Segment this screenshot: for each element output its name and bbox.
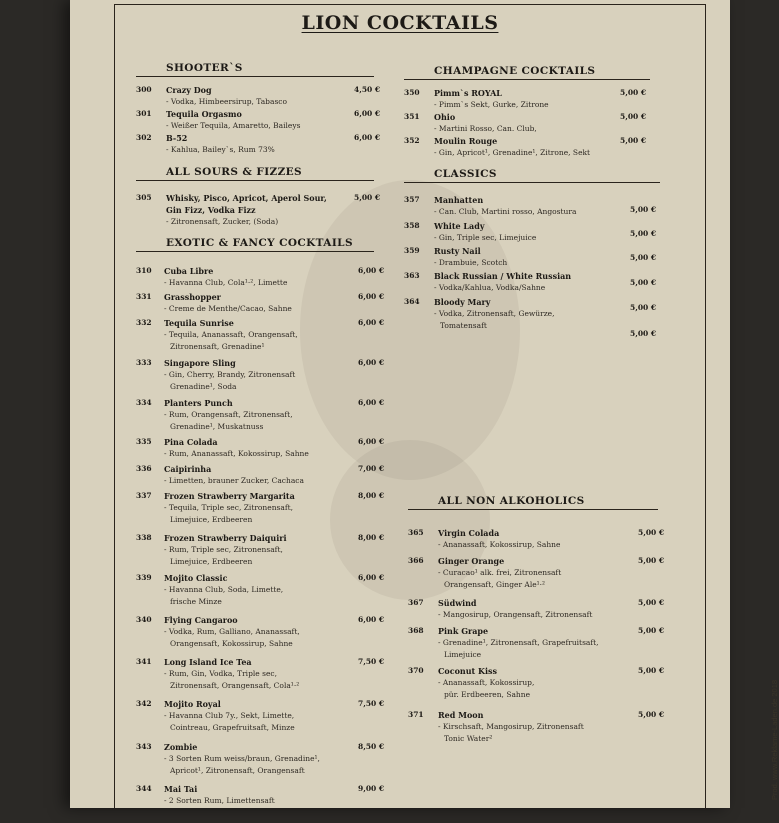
- item-description: Limejuice: [444, 650, 482, 659]
- item-number: 358: [404, 221, 420, 230]
- item-description: - Rum, Gin, Vodka, Triple sec,: [164, 669, 277, 678]
- menu-item: [136, 572, 385, 612]
- menu-item: [136, 192, 381, 232]
- item-number: 350: [404, 88, 420, 97]
- menu-item: [136, 397, 385, 437]
- item-name: Pina Colada: [164, 437, 218, 447]
- item-price: 4,50 €: [354, 85, 381, 94]
- item-price: 5,00 €: [638, 598, 665, 607]
- item-number: 333: [136, 358, 152, 367]
- item-description: Zitronensaft, Grenadine¹: [170, 342, 265, 351]
- item-description: - Rum, Triple sec, Zitronensaft,: [164, 545, 283, 554]
- item-description: Grenadine¹, Muskatnuss: [170, 422, 264, 431]
- item-name: Caipirinha: [164, 464, 212, 474]
- extra-price: 5,00 €: [630, 329, 657, 338]
- item-name: White Lady: [434, 221, 485, 231]
- item-description: - Vodka, Zitronensaft, Gewürze,: [434, 309, 555, 318]
- item-description: Tonic Water²: [444, 734, 493, 743]
- section-title-sours: [136, 166, 374, 181]
- menu-card: [70, 0, 779, 808]
- item-price: 6,00 €: [358, 358, 385, 367]
- item-price: 5,00 €: [638, 710, 665, 719]
- item-number: 359: [404, 246, 420, 255]
- menu-item: [136, 317, 385, 357]
- item-price: 5,00 €: [620, 88, 647, 97]
- section-title-text: ALL SOURS & FIZZES: [166, 166, 303, 178]
- item-price: 5,00 €: [630, 253, 657, 262]
- section-title-text: SHOOTER`S: [166, 62, 243, 74]
- menu-item: [136, 614, 385, 654]
- item-number: 343: [136, 742, 152, 751]
- item-description: - Zitronensaft, Zucker, (Soda): [166, 217, 279, 226]
- item-name: Frozen Strawberry Margarita: [164, 491, 295, 501]
- printer-credit: Prod. www.Reklame-Laden.de 2018: [770, 679, 779, 800]
- section-title-nonalc: [408, 495, 658, 510]
- item-price: 5,00 €: [630, 278, 657, 287]
- item-name: Mojito Classic: [164, 573, 228, 583]
- item-name: Ohio: [434, 112, 456, 122]
- item-name: Tequila Orgasmo: [166, 109, 242, 119]
- item-description: frische Minze: [170, 597, 222, 606]
- item-description: - Gin, Apricot¹, Grenadine¹, Zitrone, Sekt: [434, 148, 591, 157]
- item-description: Apricot¹, Zitronensaft, Orangensaft: [170, 766, 305, 775]
- item-description: - Rum, Orangensaft, Zitronensaft,: [164, 410, 293, 419]
- item-number: 364: [404, 297, 420, 306]
- item-name: Zombie: [164, 742, 198, 752]
- section-title-classics: [404, 168, 660, 183]
- item-name: Coconut Kiss: [438, 666, 498, 676]
- item-name: Crazy Dog: [166, 85, 212, 95]
- item-description: - Kahlua, Bailey`s, Rum 73%: [166, 145, 275, 154]
- item-number: 344: [136, 784, 152, 793]
- item-name: Rusty Nail: [434, 246, 481, 256]
- item-description: - Havanna Club 7y., Sekt, Limette,: [164, 711, 295, 720]
- item-name: Long Island Ice Tea: [164, 657, 252, 667]
- item-price: 5,00 €: [354, 193, 381, 202]
- item-number: 305: [136, 193, 152, 202]
- item-number: 370: [408, 666, 424, 675]
- item-description: Zitronensaft, Orangensaft, Cola¹·²: [170, 681, 300, 690]
- item-description: Cointreau, Grapefruitsaft, Minze: [170, 723, 295, 732]
- item-description: - 3 Sorten Rum weiss/braun, Grenadine¹,: [164, 754, 320, 763]
- item-price: 8,00 €: [358, 533, 385, 542]
- item-name: Singapore Sling: [164, 358, 236, 368]
- item-price: 5,00 €: [638, 626, 665, 635]
- item-name: Südwind: [438, 598, 477, 608]
- item-price: 6,00 €: [358, 318, 385, 327]
- item-price: 6,00 €: [358, 292, 385, 301]
- menu-title: LION COCKTAILS: [301, 12, 499, 34]
- menu-item: [404, 296, 660, 336]
- item-price: 5,00 €: [638, 666, 665, 675]
- item-name: Bloody Mary: [434, 297, 491, 307]
- item-name: Planters Punch: [164, 398, 233, 408]
- item-price: 6,00 €: [358, 266, 385, 275]
- item-price: 6,00 €: [354, 109, 381, 118]
- item-number: 368: [408, 626, 424, 635]
- item-price: 6,00 €: [358, 398, 385, 407]
- item-description: - Gin, Triple sec, Limejuice: [434, 233, 537, 242]
- item-name: Tequila Sunrise: [164, 318, 234, 328]
- item-description: - Kirschsaft, Mangosirup, Zitronensaft: [438, 722, 584, 731]
- item-description: - Can. Club, Martini rosso, Angostura: [434, 207, 577, 216]
- menu-item: [136, 490, 385, 530]
- item-number: 310: [136, 266, 152, 275]
- item-price: 9,00 €: [358, 784, 385, 793]
- item-description: pür. Erdbeeren, Sahne: [444, 690, 531, 699]
- item-name: Pimm`s ROYAL: [434, 88, 502, 98]
- item-number: 335: [136, 437, 152, 446]
- item-number: 331: [136, 292, 152, 301]
- item-number: 363: [404, 271, 420, 280]
- item-description: - Havanna Club, Soda, Limette,: [164, 585, 284, 594]
- menu-item: [136, 783, 385, 823]
- item-number: 357: [404, 195, 420, 204]
- item-price: 7,50 €: [358, 699, 385, 708]
- item-description: - Ananassaft, Kokossirup,: [438, 678, 535, 687]
- item-number: 336: [136, 464, 152, 473]
- item-description: - Rum, Ananassaft, Kokossirup, Sahne: [164, 449, 309, 458]
- item-price: 7,00 €: [358, 464, 385, 473]
- menu-item: [408, 709, 665, 749]
- menu-item: [136, 532, 385, 572]
- item-price: 5,00 €: [620, 136, 647, 145]
- item-name: Ginger Orange: [438, 556, 505, 566]
- item-description: - Ananassaft, Kokossirup, Sahne: [438, 540, 561, 549]
- item-price: 7,50 €: [358, 657, 385, 666]
- item-name: Frozen Strawberry Daiquiri: [164, 533, 287, 543]
- item-number: 334: [136, 398, 152, 407]
- section-title-text: CHAMPAGNE COCKTAILS: [434, 65, 596, 77]
- item-name: B-52: [166, 133, 188, 143]
- item-number: 332: [136, 318, 152, 327]
- section-title-exotic: [136, 237, 374, 252]
- item-description: - Vodka, Rum, Galliano, Ananassaft,: [164, 627, 300, 636]
- item-price: 5,00 €: [638, 556, 665, 565]
- item-name: Moulin Rouge: [434, 136, 498, 146]
- section-title-text: ALL NON ALKOHOLICS: [438, 495, 585, 507]
- item-description: - Tequila, Triple sec, Zitronensaft,: [164, 503, 294, 512]
- item-name: Black Russian / White Russian: [434, 271, 572, 281]
- menu-item: [136, 698, 385, 738]
- item-price: 5,00 €: [638, 528, 665, 537]
- item-description: Grenadine¹, Soda: [170, 382, 237, 391]
- menu-item: [408, 665, 665, 705]
- item-price: 5,00 €: [630, 229, 657, 238]
- item-number: 301: [136, 109, 152, 118]
- item-price: 6,00 €: [358, 573, 385, 582]
- item-description: - Mangosirup, Orangensaft, Zitronensaft: [438, 610, 593, 619]
- item-number: 302: [136, 133, 152, 142]
- item-number: 337: [136, 491, 152, 500]
- item-name: Whisky, Pisco, Apricot, Aperol Sour,: [166, 193, 327, 203]
- item-description: Tomatensaft: [440, 321, 487, 330]
- item-description: - Tequila, Ananassaft, Orangensaft,: [164, 330, 298, 339]
- item-number: 339: [136, 573, 152, 582]
- menu-item: [408, 625, 665, 665]
- item-number: 371: [408, 710, 424, 719]
- section-title-champagne: [404, 65, 650, 80]
- item-price: 8,00 €: [358, 491, 385, 500]
- item-description: - Martini Rosso, Can. Club,: [434, 124, 537, 133]
- item-description: - Curacao¹ alk. frei, Zitronensaft: [438, 568, 562, 577]
- item-description: - Drambuie, Scotch: [434, 258, 508, 267]
- item-name: Mai Tai: [164, 784, 198, 794]
- item-number: 367: [408, 598, 424, 607]
- item-price: 5,00 €: [630, 303, 657, 312]
- item-description: - 2 Sorten Rum, Limettensaft: [164, 796, 275, 805]
- item-number: 352: [404, 136, 420, 145]
- item-description: - Weißer Tequila, Amaretto, Baileys: [166, 121, 301, 130]
- menu-item: [136, 741, 385, 781]
- item-name: Pink Grape: [438, 626, 489, 636]
- item-description: - Grenadine¹, Zitronensaft, Grapefruitsaft,: [438, 638, 599, 647]
- item-name: Grasshopper: [164, 292, 221, 302]
- item-number: 300: [136, 85, 152, 94]
- item-price: 6,00 €: [358, 437, 385, 446]
- item-description: Orangensaft, Ginger Ale¹·²: [444, 580, 546, 589]
- item-description: Limejuice, Erdbeeren: [170, 515, 253, 524]
- item-description: Orangensaft, Kokossirup, Sahne: [170, 639, 293, 648]
- item-number: 341: [136, 657, 152, 666]
- item-description: - Limetten, brauner Zucker, Cachaca: [164, 476, 304, 485]
- item-number: 340: [136, 615, 152, 624]
- item-name: Red Moon: [438, 710, 484, 720]
- item-description: - Creme de Menthe/Cacao, Sahne: [164, 304, 292, 313]
- item-price: 8,50 €: [358, 742, 385, 751]
- item-price: 6,00 €: [354, 133, 381, 142]
- item-name: Flying Cangaroo: [164, 615, 238, 625]
- item-number: 365: [408, 528, 424, 537]
- section-title-text: CLASSICS: [434, 168, 497, 180]
- item-description: - Vodka, Himbeersirup, Tabasco: [166, 97, 288, 106]
- item-number: 351: [404, 112, 420, 121]
- item-description: - Pimm`s Sekt, Gurke, Zitrone: [434, 100, 549, 109]
- menu-item: [408, 555, 665, 595]
- item-number: 342: [136, 699, 152, 708]
- item-name-line2: Gin Fizz, Vodka Fizz: [166, 205, 256, 215]
- item-price: 6,00 €: [358, 615, 385, 624]
- menu-item: [136, 656, 385, 696]
- item-number: 338: [136, 533, 152, 542]
- item-description: - Vodka/Kahlua, Vodka/Sahne: [434, 283, 546, 292]
- section-title-shooters: [136, 62, 374, 77]
- item-description: Limejuice, Erdbeeren: [170, 557, 253, 566]
- menu-item: [136, 357, 385, 397]
- item-name: Virgin Colada: [438, 528, 500, 538]
- item-name: Manhatten: [434, 195, 484, 205]
- item-price: 5,00 €: [620, 112, 647, 121]
- item-price: 5,00 €: [630, 205, 657, 214]
- item-description: - Havanna Club, Cola¹·², Limette: [164, 278, 288, 287]
- item-number: 366: [408, 556, 424, 565]
- section-title-text: EXOTIC & FANCY COCKTAILS: [166, 237, 353, 249]
- item-name: Mojito Royal: [164, 699, 221, 709]
- item-description: - Gin, Cherry, Brandy, Zitronensaft: [164, 370, 296, 379]
- item-name: Cuba Libre: [164, 266, 214, 276]
